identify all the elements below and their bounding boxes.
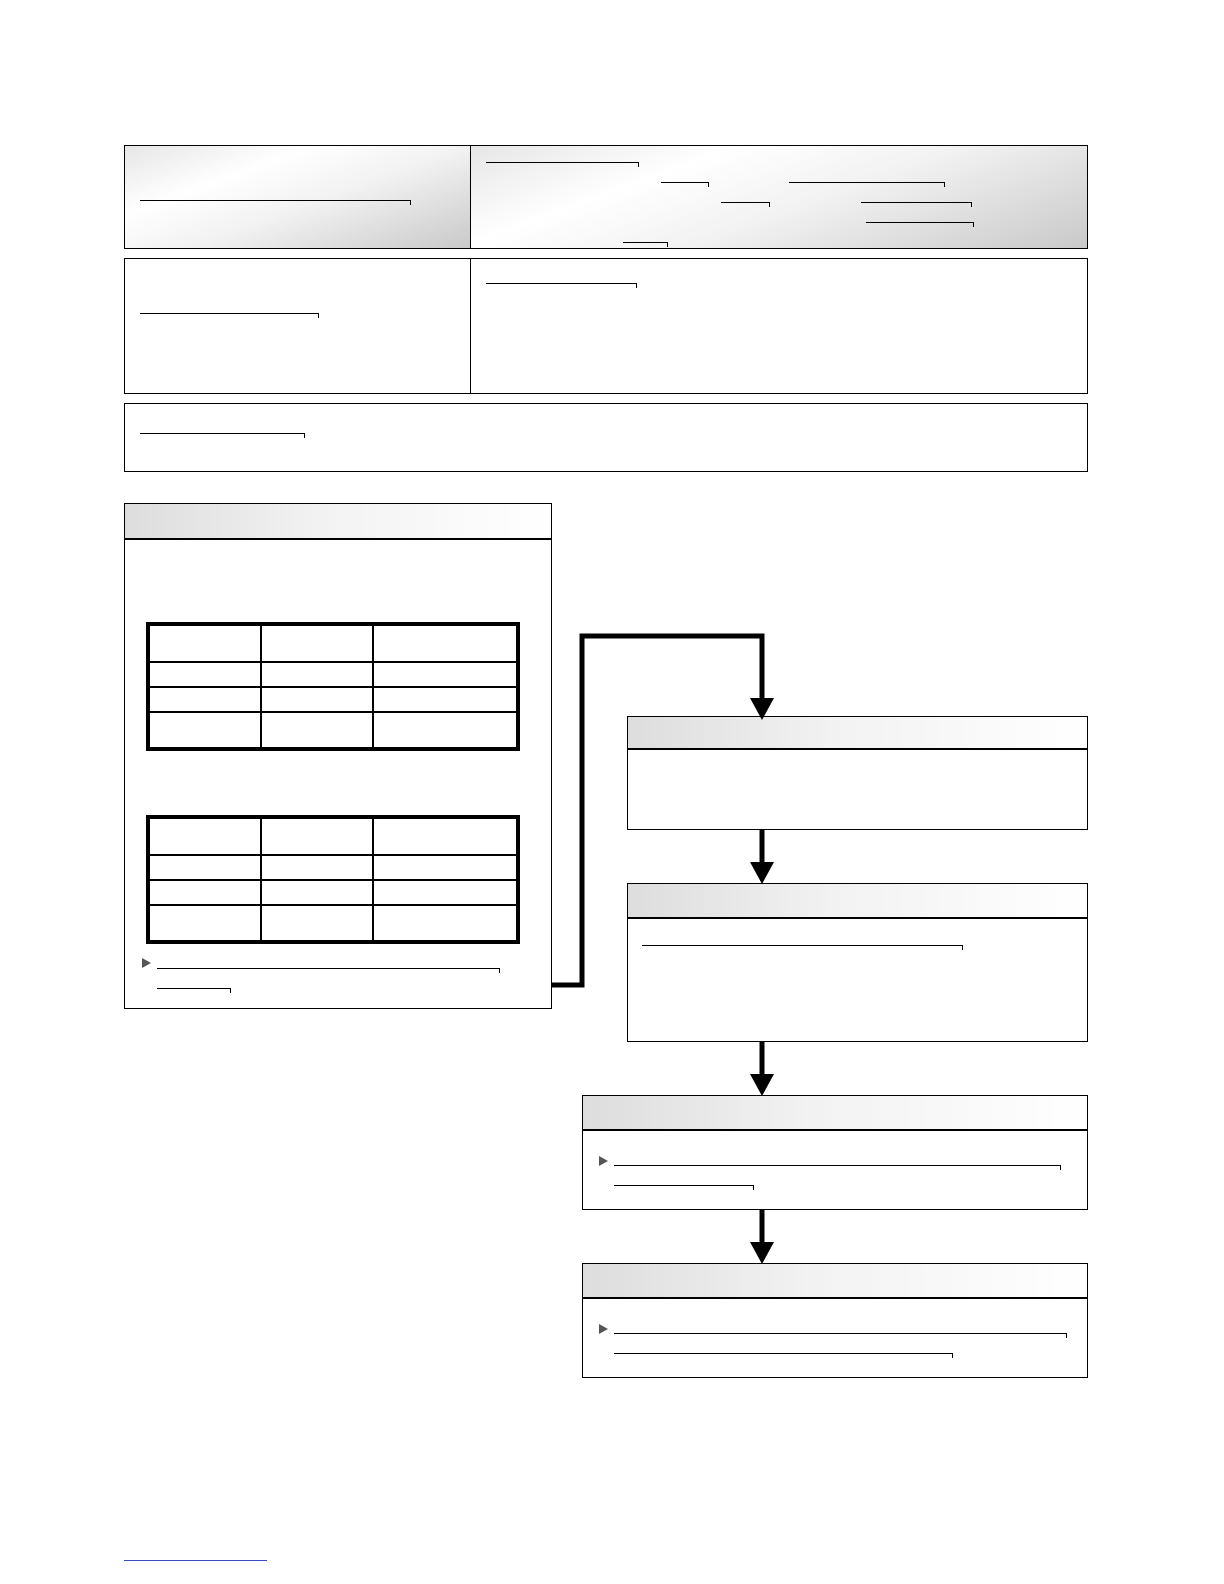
footer-link[interactable] <box>124 1555 267 1561</box>
connector-left-panel-to-step-1 <box>552 636 762 985</box>
arrowhead-step-4 <box>750 1242 774 1264</box>
arrowhead-step-3 <box>750 1074 774 1096</box>
arrowhead-step-1 <box>750 698 774 720</box>
arrowhead-step-2 <box>750 862 774 884</box>
